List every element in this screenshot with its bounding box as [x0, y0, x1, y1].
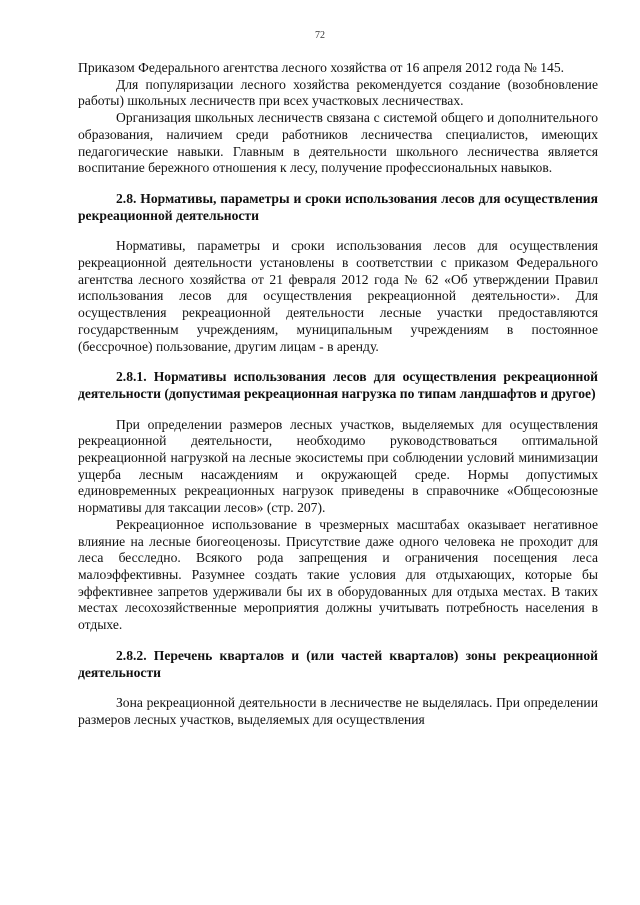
- paragraph-excessive-recreation: Рекреационное использование в чрезмерных масштабах оказывает негативное влияние на лесные биогеоценозы. Присутствие даже одного человека не проходит для леса бесследно. Всякого рода запрещения и ограничения посещения леса малоэффективны. Разумнее создать такие условия для отдыхающих, которые бы эффективнее запретов удерживали бы их в оборудованных для отдыха местах. В таких местах лесохозяйственные мероприятия должны учитывать потребность населения в отдыхе.: [78, 516, 598, 633]
- document-body: [78, 60, 598, 729]
- paragraph-order-reference: Приказом Федерального агентства лесного хозяйства от 16 апреля 2012 года № 145.: [78, 60, 565, 75]
- paragraph-school-forestry-creation: Для популяризации лесного хозяйства рекомендуется создание (возобновление работы) школьных лесничеств при всех участковых лесничествах.: [78, 76, 598, 109]
- heading-section-2-8-1: 2.8.1. Нормативы использования лесов для осуществления рекреационной деятельности (допустимая рекреационная нагрузка по типам ландшафтов и другое): [78, 369, 598, 401]
- heading-section-2-8-2: 2.8.2. Перечень кварталов и (или частей кварталов) зоны рекреационной деятельности: [78, 647, 598, 680]
- paragraph-plot-size-determination: При определении размеров лесных участков, выделяемых для осуществления рекреационной деятельности, необходимо руководствоваться оптимальной рекреационной нагрузкой на лесные экосистемы при соблюдении условий минимизации ущерба лесным насаждениям и окружающей среде. Нормы допустимых единовременных рекреационных нагрузок приведены в справочнике «Общесоюзные нормативы для таксации лесов» (стр. 207).: [78, 416, 598, 516]
- paragraph-school-forestry-organization: Организация школьных лесничеств связана с системой общего и дополнительного образования, наличием среди работников лесничества специалистов, имеющих педагогические навыки. Главным в деятельности школьного лесничества является воспитание бережного отношения к лесу, получение профессиональных навыков.: [78, 110, 598, 176]
- page-number: 72: [315, 30, 325, 41]
- paragraph-recreation-zone: Зона рекреационной деятельности в лесничестве не выделялась. При определении размеров лесных участков, выделяемых для осуществления: [78, 695, 598, 727]
- paragraph-recreation-norms: Нормативы, параметры и сроки использования лесов для осуществления рекреационной деятельности установлены в соответствии с приказом Федерального агентства лесного хозяйства от 21 февраля 2012 года № 62 «Об утверждении Правил использования лесов для осуществления рекреационной деятельности». Для осуществления рекреационной деятельности лесные участки предоставляются государственным учреждениям, муниципальным учреждениям в постоянное (бессрочное) пользование, другим лицам - в аренду.: [78, 238, 598, 354]
- heading-section-2-8: 2.8. Нормативы, параметры и сроки использования лесов для осуществления рекреационной деятельности: [78, 190, 598, 223]
